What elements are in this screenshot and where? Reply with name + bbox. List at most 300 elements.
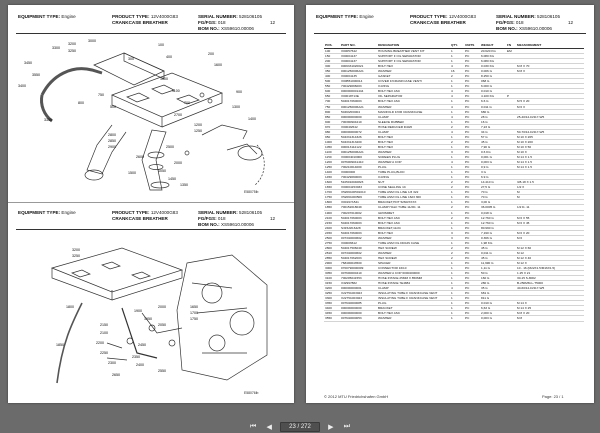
table-cell: 1 (450, 220, 464, 225)
table-cell: X00049/642 (340, 124, 377, 129)
column-header: UNITS (464, 43, 480, 49)
table-cell: 1 (450, 175, 464, 180)
table-cell: PC (464, 210, 480, 215)
table-cell: PC (464, 139, 480, 144)
table-cell: 1 (450, 84, 464, 89)
product-type-r: PRODUCT TYPE: 12V4000G83 (410, 14, 476, 19)
header-divider-r (314, 33, 586, 34)
table-cell: X00004137 (340, 59, 377, 64)
table-cell: 1 (450, 271, 464, 276)
table-cell: 45 G (480, 255, 506, 260)
table-cell: SPACER (377, 260, 450, 265)
table-cell: 1 (450, 190, 464, 195)
table-cell: 000000000001 (340, 286, 377, 291)
table-cell: 3300 (324, 296, 340, 301)
table-cell: 0001250006A21 (340, 69, 377, 74)
table-cell: M 6 X 55 (516, 215, 584, 220)
section-title-2: CRANKCASE BREATHER (112, 216, 168, 221)
table-cell: 1900 (324, 210, 340, 215)
table-cell: M 6 X 20 (516, 230, 584, 235)
bom-number-r: BOM NO.: XS59610.00006 (496, 26, 552, 31)
table-cell: 70 G (480, 190, 506, 195)
table-cell: WASHER A COP (377, 160, 450, 165)
table-cell: BOLT HEX (377, 139, 450, 144)
table-cell: PC (464, 69, 480, 74)
exploded-diagram-bottom (12, 233, 290, 398)
table-cell: HEX SCREW (377, 255, 450, 260)
callout-2450: 2450 (138, 343, 146, 347)
table-cell: 000000000072 (340, 129, 377, 134)
table-cell: GROMMET (377, 210, 450, 215)
table-cell: 1050 (324, 144, 340, 149)
table-cell: 007640000053 (340, 316, 377, 321)
table-cell: 2750 (324, 240, 340, 245)
table-cell: 4 (450, 129, 464, 134)
table-cell: SUPPORT F OIL SEPARATOR (377, 59, 450, 64)
table-cell: PC (464, 170, 480, 175)
column-header: PART NO. (340, 43, 377, 49)
table-cell: 150 (324, 54, 340, 59)
table-cell: HOUSING BREATHER VENT KIT (377, 49, 450, 54)
bom-number: BOM NO.: XS59610.00006 (198, 26, 254, 31)
callout-400: 400 (166, 55, 172, 59)
table-cell: X00004135 (340, 74, 377, 79)
table-cell: PC (464, 215, 480, 220)
table-cell: PC (464, 104, 480, 109)
table-cell: M (516, 195, 584, 200)
table-cell: PC (464, 134, 480, 139)
table-cell: 3200 (324, 286, 340, 291)
table-cell: TUBE PLUG,BLKD (377, 170, 450, 175)
table-cell: 1 (450, 134, 464, 139)
table-cell: 681 G (480, 291, 506, 296)
table-cell: 4 (450, 89, 464, 94)
table-cell: M (516, 190, 584, 195)
table-cell: WASHER A COP 6000400000 (377, 271, 450, 276)
table-cell: 3 (450, 235, 464, 240)
callout-2700: 2700 (174, 113, 182, 117)
table-cell: 1750 (324, 195, 340, 200)
table-cell: 57 G (480, 134, 506, 139)
last-page-icon[interactable]: ⏭ (343, 423, 350, 430)
equipment-type-2: EQUIPMENT TYPE: Engine (18, 210, 76, 215)
table-cell: PC (464, 250, 480, 255)
table-cell: 4 (450, 94, 464, 99)
table-cell: 1200 (324, 160, 340, 165)
table-cell: PLUG (377, 165, 450, 170)
callout-1300: 1300 (232, 105, 240, 109)
table-cell: 950 (324, 134, 340, 139)
table-cell: 0.006 G (480, 69, 506, 74)
table-cell: WASHER (377, 316, 450, 321)
table-cell: 1 (450, 311, 464, 316)
parts-table-body (324, 49, 584, 322)
table-cell: INSULATING TUBE F CRANKCASE VENT (377, 291, 450, 296)
table-cell: HOSE INTAKE 7E4884 (377, 281, 450, 286)
prev-page-icon[interactable]: ◀ (266, 424, 272, 431)
table-cell: 504017506040 (340, 245, 377, 250)
table-cell: 8.250 G (480, 74, 506, 79)
fg-number: FG/FGS: 018 12 (198, 20, 276, 25)
table-cell: 5105010040823 (340, 180, 377, 185)
table-cell: BOLT HEX ASC (377, 220, 450, 225)
table-cell: 34 G (480, 129, 506, 134)
table-cell: PC (464, 205, 480, 210)
table-cell: CLAMP (377, 286, 450, 291)
table-cell: 1 (450, 266, 464, 271)
table-cell: M 12 X 40 (516, 255, 584, 260)
table-cell: 007340000602 (340, 235, 377, 240)
column-header: MEASUREMENT (516, 43, 584, 49)
table-cell: 000000000000 (340, 306, 377, 311)
table-cell: 4 (450, 104, 464, 109)
table-cell: PC (464, 200, 480, 205)
table-cell: 0.010 G (480, 301, 506, 306)
table-cell: SUPPORT F OIL SEPARATOR (377, 54, 450, 59)
table-cell: 0,003 G (480, 160, 506, 165)
column-header: FN (506, 43, 516, 49)
copyright-footer: © 2012 MTU Friedrichshafen GmbH (324, 394, 389, 399)
callout-3400: 3400 (18, 84, 26, 88)
table-cell: PC (464, 109, 480, 114)
callout-2800: 2800 (108, 133, 116, 137)
table-cell: 0076009041410 (340, 160, 377, 165)
table-cell: 1150 (324, 154, 340, 159)
table-cell: 1 (450, 306, 464, 311)
table-cell: 000013112122 (340, 144, 377, 149)
table-cell: 1 (450, 99, 464, 104)
table-cell: PC (464, 230, 480, 235)
table-cell: 6,63 G (480, 306, 506, 311)
table-cell: 4 (450, 286, 464, 291)
table-cell: WASHER (377, 104, 450, 109)
table-cell: PC (464, 64, 480, 69)
callout-200: 200 (208, 52, 214, 56)
table-cell: 811 G (480, 296, 506, 301)
table-cell: 1,11 G (480, 266, 506, 271)
table-cell: 1 (450, 119, 464, 124)
table-cell: M 14 X 1.5 (516, 154, 584, 159)
table-cell: 1 (450, 79, 464, 84)
table-cell: 700429090003 (340, 175, 377, 180)
table-cell: 3 G (480, 170, 506, 175)
table-cell: 3150 (324, 281, 340, 286)
table-cell: 3000 (324, 266, 340, 271)
table-cell: PC (464, 291, 480, 296)
table-cell: HOSE REDUCER D40/0 (377, 124, 450, 129)
table-cell: 1.25 X 21 (516, 271, 584, 276)
table-cell: 2 (450, 139, 464, 144)
table-cell: S315A816428 (340, 225, 377, 230)
table-cell: 007600000410 (340, 271, 377, 276)
table-cell: OIL SEPARATOR (377, 94, 450, 99)
table-cell: 1250 (324, 165, 340, 170)
table-cell: M 12 (516, 250, 584, 255)
table-cell: 0001250006A21 (340, 149, 377, 154)
table-cell: 0001250006A21 (340, 104, 377, 109)
table-cell: 0.010 G (480, 89, 506, 94)
table-cell: 750 (324, 104, 340, 109)
callout-1700: 1700 (190, 311, 198, 315)
table-cell: PC (464, 225, 480, 230)
table-cell: X00004137 (340, 54, 377, 59)
table-cell: 2 (450, 245, 464, 250)
table-cell: M 8 (516, 316, 584, 321)
table-cell: 6.080 KG (480, 59, 506, 64)
table-cell: 0009331020021 (340, 64, 377, 69)
callout-1900: 1900 (134, 309, 142, 313)
table-cell: 1 (450, 225, 464, 230)
table-cell: 504017060003 (340, 215, 377, 220)
table-cell: 3400 (324, 306, 340, 311)
table-cell: 504017060003 (340, 230, 377, 235)
table-cell: M 8 X 20 (516, 311, 584, 316)
table-cell: PC (464, 84, 480, 89)
table-cell: M 8 X 70 (516, 64, 584, 69)
table-cell: 1 (450, 301, 464, 306)
table-cell: M 10 X 50 (516, 144, 584, 149)
table-cell: 504017062003 (340, 255, 377, 260)
table-cell: M 6 X 45 (516, 220, 584, 225)
product-type-2: PRODUCT TYPE: 12V4000G83 (112, 210, 178, 215)
table-cell: 7,90 G (480, 144, 506, 149)
table-cell: BOLT HEX ASC (377, 311, 450, 316)
table-cell: 700 (324, 99, 340, 104)
table-cell: 6.000 G (480, 84, 506, 89)
callout-750: 750 (98, 93, 104, 97)
table-cell: 1 (450, 154, 464, 159)
table-cell: 007340000602 (340, 250, 377, 255)
table-cell: 50493/0/0004 (340, 109, 377, 114)
table-cell: 28 G (480, 114, 506, 119)
table-cell: 1100 (324, 149, 340, 154)
table-cell: 1 (450, 276, 464, 281)
next-page-icon[interactable]: ▶ (328, 424, 334, 431)
callout-2050: 2050 (158, 323, 166, 327)
table-row (324, 316, 584, 321)
table-cell: 36.0005 G (480, 205, 506, 210)
table-cell: PC (464, 180, 480, 185)
table-cell: PC (464, 119, 480, 124)
table-cell: 0,001 G (480, 154, 506, 159)
table-cell: M 14 X 25 (516, 306, 584, 311)
product-type: PRODUCT TYPE: 12V4000G83 (112, 14, 178, 19)
callout-1600: 1600 (214, 63, 222, 67)
table-cell: BOLT HEX (377, 230, 450, 235)
table-cell: 1700 (324, 190, 340, 195)
table-cell: 007640000085 (340, 301, 377, 306)
table-cell: 400 (324, 74, 340, 79)
table-cell: 0700790000009 (340, 266, 377, 271)
callout-3550: 3550 (32, 73, 40, 77)
table-cell: M 6 (516, 235, 584, 240)
callout-800: 800 (78, 101, 84, 105)
callout-700: 700 (184, 101, 190, 105)
table-cell: 700205041553 (340, 276, 377, 281)
serial-number-r: SERIAL NUMBER: 528106105 (496, 14, 561, 19)
table-cell: CONNECTOR 16/10 (377, 266, 450, 271)
table-cell: 2 (450, 124, 464, 129)
table-cell: BRACKET,HOT 5260/XXXX (377, 200, 450, 205)
left-page (8, 5, 294, 403)
callout-1850: 1850 (56, 343, 64, 347)
table-cell: 1 (450, 109, 464, 114)
table-cell: 504331314326 (340, 134, 377, 139)
callout-3000: 3000 (88, 39, 96, 43)
table-cell: 1 (450, 260, 464, 265)
table-cell: X00197A541 (340, 200, 377, 205)
table-cell: X32997882 (340, 281, 377, 286)
table-cell: M 12 X (516, 260, 584, 265)
table-cell: 1 (450, 281, 464, 286)
callout-3450: 3450 (24, 61, 32, 65)
table-cell: 1 (450, 200, 464, 205)
table-cell: X22751003023 (340, 296, 377, 301)
table-cell: 280 G (480, 281, 506, 286)
table-cell: X00057642 (340, 49, 377, 54)
table-cell: PC (464, 316, 480, 321)
callout-1650: 1650 (190, 305, 198, 309)
table-cell: PC (464, 271, 480, 276)
callout-2100: 2100 (100, 331, 108, 335)
table-cell: 45 G (480, 245, 506, 250)
table-cell: CLAMP (377, 114, 450, 119)
table-cell: M 5 X 20 (516, 99, 584, 104)
table-cell: 2400 (324, 225, 340, 230)
table-cell: PC (464, 240, 480, 245)
first-page-icon[interactable]: ⏮ (250, 423, 257, 430)
table-cell: M 14 X (516, 301, 584, 306)
table-cell: 300 (324, 64, 340, 69)
table-cell: 6.080 KG (480, 54, 506, 59)
table-cell: 2450 (324, 230, 340, 235)
table-cell: 3/8-18 X 1.5 (516, 180, 584, 185)
callout-3250-b: 3250 (72, 254, 80, 258)
column-header: QTY. (450, 43, 464, 49)
table-cell: BOLT HEX (377, 144, 450, 149)
table-cell: PC (464, 286, 480, 291)
table-cell: 0,9 G (480, 165, 506, 170)
table-cell: 50-70/12-D/417-W5 (516, 129, 584, 134)
table-cell: 1 (450, 296, 464, 301)
table-cell: X00B51000014 (340, 79, 377, 84)
table-cell: 800 (324, 109, 340, 114)
table-cell: PC (464, 124, 480, 129)
table-cell: PC (464, 94, 480, 99)
callout-3200: 3200 (68, 42, 76, 46)
table-cell: 000000000000 (340, 311, 377, 316)
table-cell: BOLT HEX ASC (377, 89, 450, 94)
fg-number-2: FG/FGS: 018 12 (198, 216, 276, 221)
table-cell: TUBE ASM OIL LINE 1/3 322 (377, 190, 450, 195)
table-cell: PC (464, 195, 480, 200)
table-cell: 1850 (324, 205, 340, 210)
table-cell: HEX SCREW (377, 245, 450, 250)
table-cell: 6.6 G (480, 99, 506, 104)
table-cell: 850 (324, 114, 340, 119)
table-cell: 3050 (324, 271, 340, 276)
table-cell: 1800 (324, 200, 340, 205)
equipment-type: EQUIPMENT TYPE: Engine (18, 14, 76, 19)
table-cell: 1650 (324, 185, 340, 190)
table-cell: 2150 (324, 220, 340, 225)
table-cell: 2900 (324, 260, 340, 265)
table-cell: 16 G (480, 119, 506, 124)
table-cell: 1 (450, 49, 464, 54)
table-cell: 768400043500 (340, 260, 377, 265)
table-cell: EM (506, 49, 516, 54)
callout-2500: 2500 (166, 145, 174, 149)
table-cell: 1 (450, 170, 464, 175)
page-indicator[interactable]: 23 / 272 (280, 422, 320, 432)
right-page (306, 5, 594, 403)
table-cell: 504331313200 (340, 139, 377, 144)
column-header: WEIGHT (480, 43, 506, 49)
table-cell: PC (464, 260, 480, 265)
table-cell: M 10 X 200 (516, 139, 584, 144)
callout-3300: 3300 (52, 46, 60, 50)
table-cell: PLUG (377, 301, 450, 306)
table-cell: M 12 X 60 (516, 245, 584, 250)
table-cell: PC (464, 301, 480, 306)
table-cell: 70 G (480, 195, 506, 200)
table-cell: X00006612 (340, 240, 377, 245)
callout-3200-b: 3200 (72, 248, 80, 252)
table-cell: BOLT HEX ASC (377, 99, 450, 104)
table-cell: CONE SEALING 1C (377, 185, 450, 190)
table-cell: 700207010002 (340, 210, 377, 215)
callout-2600: 2600 (136, 155, 144, 159)
table-cell: 1 (450, 165, 464, 170)
table-cell: BRACKET,11/24 (377, 225, 450, 230)
table-cell: TUBE ASM OIL LINE 1623 360 (377, 195, 450, 200)
callout-3250: 3250 (68, 49, 76, 53)
table-cell: PC (464, 255, 480, 260)
table-cell: PC (464, 49, 480, 54)
callout-2900: 2900 (108, 145, 116, 149)
table-cell: BOLT HEX (377, 134, 450, 139)
table-cell: 0,003 G (480, 316, 506, 321)
table-cell: WASHER (377, 235, 450, 240)
callout-1450: 1450 (168, 177, 176, 181)
callout-900: 900 (236, 90, 242, 94)
table-cell: M 14 X 1.5 (516, 165, 584, 170)
table-cell: 3 (450, 230, 464, 235)
table-cell: INSULATING TUBE F CRANKCASE VENT (377, 296, 450, 301)
table-cell: 2 (450, 205, 464, 210)
table-cell: PC (464, 266, 480, 271)
table-cell: 12.760 G (480, 215, 506, 220)
callout-1350: 1350 (180, 183, 188, 187)
table-cell: PC (464, 175, 480, 180)
table-cell: PC (464, 59, 480, 64)
table-cell: BOLT HEX (377, 64, 450, 69)
table-cell: CLAMP (377, 129, 450, 134)
table-cell: 27,5 G (480, 185, 506, 190)
callout-2250: 2250 (100, 351, 108, 355)
table-cell: 1000 (324, 139, 340, 144)
bom-number-2: BOM NO.: XS59610.00006 (198, 222, 254, 227)
table-cell: PC (464, 165, 480, 170)
table-cell: B-250MM-L-T5000 (516, 281, 584, 286)
table-cell: 30-15 S-8002 (516, 276, 584, 281)
section-title-r: CRANKCASE BREATHER (410, 20, 466, 25)
table-cell: O-RING (377, 175, 450, 180)
table-cell: 20.620 KG (480, 49, 506, 54)
callout-1250: 1250 (194, 129, 202, 133)
table-cell: 11,990 G (480, 260, 506, 265)
table-cell: 000000000000 (340, 114, 377, 119)
